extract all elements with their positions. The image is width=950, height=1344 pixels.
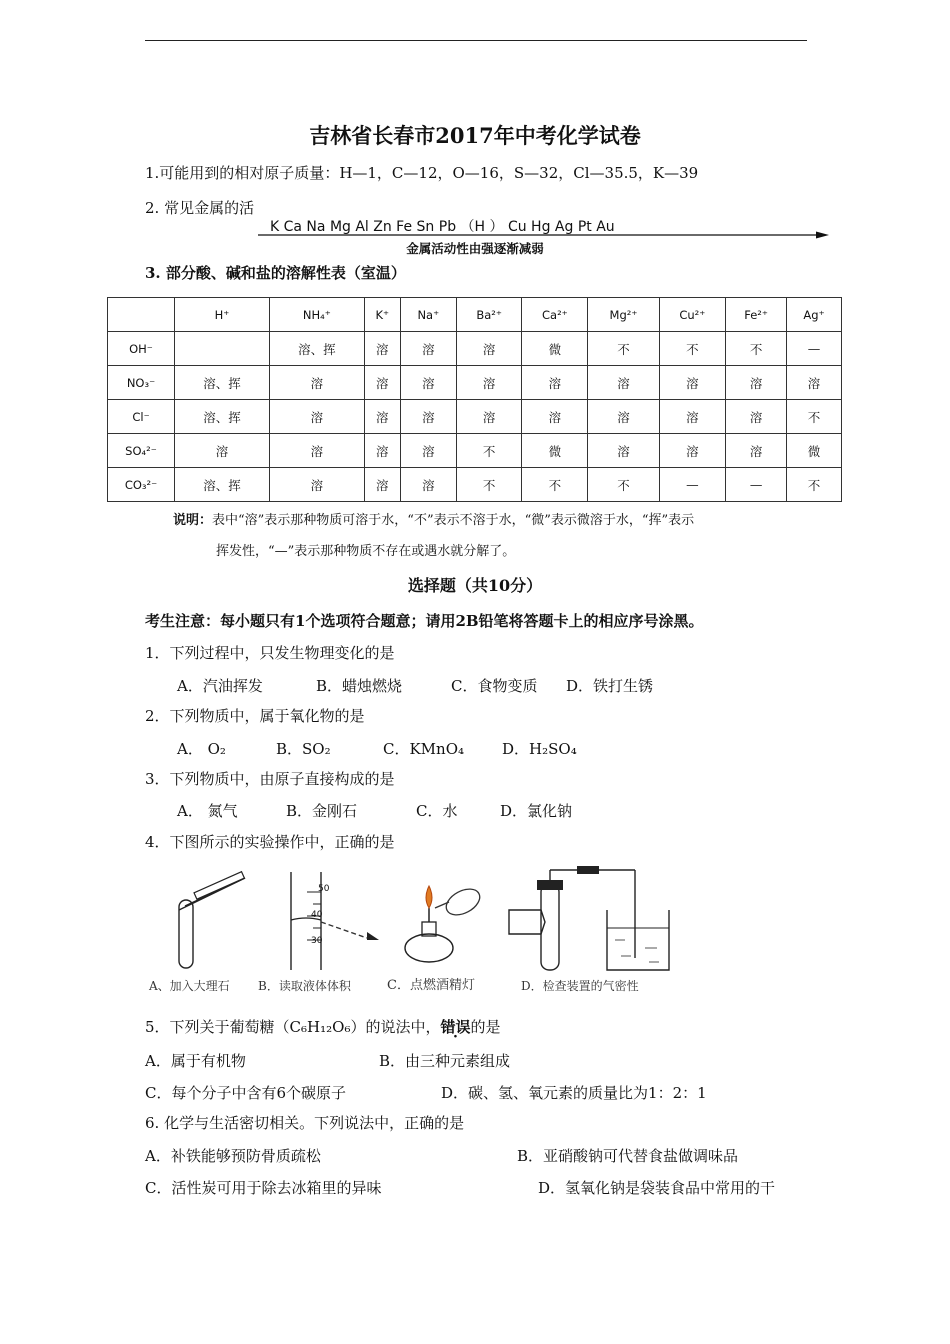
anion-header: SO₄²⁻ (108, 434, 175, 468)
intro-line-1: 1.可能用到的相对原子质量：H—1，C—12，O—16，S—32，Cl—35.5，K—39 (145, 164, 699, 182)
table-corner-cell (108, 298, 175, 332)
question-2-option-d: D．H₂SO₄ (502, 740, 577, 758)
table-cell: 不 (588, 468, 659, 502)
question-1-option-b: B．蜡烛燃烧 (316, 677, 403, 695)
table-cell: 溶、挥 (175, 468, 270, 502)
table-cell: 溶、挥 (175, 400, 270, 434)
question-6-option-b: B．亚硝酸钠可代替食盐做调味品 (517, 1147, 739, 1165)
table-cell: 不 (787, 400, 842, 434)
table-note (173, 511, 694, 531)
table-cell: — (787, 332, 842, 366)
table-cell: 溶 (522, 366, 588, 400)
experiment-figure (145, 862, 675, 994)
question-6-option-c: C．活性炭可用于除去冰箱里的异味 (145, 1179, 382, 1197)
anion-header: NO₃⁻ (108, 366, 175, 400)
table-cell: 溶 (269, 434, 364, 468)
question-2-stem: 2．下列物质中，属于氧化物的是 (145, 707, 365, 725)
cation-header: NH₄⁺ (269, 298, 364, 332)
table-cell: 溶 (726, 400, 787, 434)
table-cell: 不 (588, 332, 659, 366)
table-cell: 不 (659, 332, 726, 366)
table-row (108, 434, 842, 468)
question-1-stem: 1．下列过程中，只发生物理变化的是 (145, 644, 395, 662)
table-cell: 溶 (400, 468, 456, 502)
question-5-option-c: C．每个分子中含有6个碳原子 (145, 1084, 347, 1102)
table-cell: 不 (456, 468, 522, 502)
table-header-row (108, 298, 842, 332)
question-5-option-d: D．碳、氢、氧元素的质量比为1：2：1 (441, 1084, 707, 1102)
question-6-stem: 6. 化学与生活密切相关。下列说法中，正确的是 (145, 1114, 465, 1132)
table-row (108, 332, 842, 366)
question-3-option-b: B．金刚石 (286, 802, 358, 820)
scale-tick-40: 40 (311, 910, 323, 920)
cation-header: Ba²⁺ (456, 298, 522, 332)
table-cell: 溶 (400, 366, 456, 400)
question-5-option-b: B．由三种元素组成 (379, 1052, 511, 1070)
activity-arrow-icon (258, 231, 830, 239)
question-5-stem (145, 1017, 501, 1037)
table-row (108, 366, 842, 400)
solubility-table (107, 297, 842, 502)
question-3-option-d: D．氯化钠 (500, 802, 573, 820)
cation-header: Fe²⁺ (726, 298, 787, 332)
question-2-option-a: A． O₂ (177, 740, 226, 758)
section-title: 选择题（共10分） (407, 576, 543, 595)
question-1-option-a: A．汽油挥发 (177, 677, 263, 695)
cation-header: Cu²⁺ (659, 298, 726, 332)
table-note-line-1: 表中“溶”表示那种物质可溶于水，“不”表示不溶于水，“微”表示微溶于水，“挥”表示 (212, 513, 695, 528)
cation-header: Mg²⁺ (588, 298, 659, 332)
table-cell: 溶 (364, 468, 400, 502)
question-3-option-c: C．水 (416, 802, 458, 820)
table-cell: 溶 (588, 400, 659, 434)
table-cell: 溶 (522, 400, 588, 434)
metal-activity-series: K Ca Na Mg Al Zn Fe Sn Pb （H ） Cu Hg Ag Pt Au (270, 219, 615, 235)
table-cell: 不 (726, 332, 787, 366)
table-cell: 溶 (659, 434, 726, 468)
figure-caption-d: D．检查装置的气密性 (521, 979, 639, 993)
table-cell: 溶、挥 (269, 332, 364, 366)
table-cell: 溶 (269, 468, 364, 502)
table-cell: 溶 (400, 332, 456, 366)
table-cell: 溶 (364, 332, 400, 366)
table-cell: 溶 (456, 332, 522, 366)
table-cell: 溶 (726, 366, 787, 400)
cation-header: Na⁺ (400, 298, 456, 332)
figure-caption-b: B．读取液体体积 (258, 979, 351, 993)
table-cell: 溶 (269, 400, 364, 434)
anion-header: CO₃²⁻ (108, 468, 175, 502)
scale-tick-30: 30 (311, 936, 323, 946)
table-note-label: 说明： (173, 513, 213, 528)
cation-header: Ag⁺ (787, 298, 842, 332)
question-3-stem: 3．下列物质中，由原子直接构成的是 (145, 770, 395, 788)
scale-tick-50: 50 (318, 884, 330, 894)
question-5-emphasis: 错误 (440, 1018, 471, 1036)
table-cell (175, 332, 270, 366)
cation-header: K⁺ (364, 298, 400, 332)
table-cell: 溶 (588, 434, 659, 468)
anion-header: OH⁻ (108, 332, 175, 366)
page-title: 吉林省长春市2017年中考化学试卷 (309, 123, 641, 148)
question-2-option-c: C．KMnO₄ (383, 740, 465, 758)
table-cell: 溶 (400, 400, 456, 434)
question-4-stem: 4．下图所示的实验操作中，正确的是 (145, 833, 395, 851)
table-cell: 溶 (269, 366, 364, 400)
table-cell: 溶 (175, 434, 270, 468)
question-5-stem-post: 的是 (470, 1018, 501, 1036)
question-6-option-d: D．氢氧化钠是袋装食品中常用的干 (538, 1179, 776, 1197)
table-cell: 溶 (400, 434, 456, 468)
table-cell: 不 (522, 468, 588, 502)
cation-header: H⁺ (175, 298, 270, 332)
cation-header: Ca²⁺ (522, 298, 588, 332)
table-note-line-2: 挥发性，“—”表示那种物质不存在或遇水就分解了。 (216, 544, 516, 559)
table-cell: 溶 (588, 366, 659, 400)
metal-activity-note: 金属活动性由强逐渐减弱 (406, 241, 544, 256)
table-cell: 溶 (364, 434, 400, 468)
table-cell: 微 (787, 434, 842, 468)
table-cell: 不 (787, 468, 842, 502)
graduated-cylinder-icon (291, 872, 379, 970)
question-1-option-c: C．食物变质 (451, 677, 538, 695)
airtightness-setup-icon (509, 866, 669, 970)
alcohol-lamp-icon (405, 884, 484, 962)
table-cell: 溶 (364, 400, 400, 434)
table-cell: 溶 (456, 366, 522, 400)
exam-notice: 考生注意：每小题只有1个选项符合题意；请用2B铅笔将答题卡上的相应序号涂黑。 (145, 612, 704, 630)
figure-caption-a: A、加入大理石 (149, 979, 230, 993)
solubility-heading: 3. 部分酸、碱和盐的溶解性表（室温） (145, 264, 406, 282)
intro-line-2: 2. 常见金属的活 (145, 199, 255, 217)
table-row (108, 468, 842, 502)
table-cell: 溶 (456, 400, 522, 434)
table-cell: 微 (522, 434, 588, 468)
question-5-option-a: A．属于有机物 (145, 1052, 246, 1070)
header-rule (145, 40, 807, 41)
table-cell: 溶 (659, 400, 726, 434)
table-row (108, 400, 842, 434)
table-cell: 微 (522, 332, 588, 366)
table-cell: — (726, 468, 787, 502)
table-cell: 溶 (364, 366, 400, 400)
table-cell: 溶 (659, 366, 726, 400)
figure-caption-c: C．点燃酒精灯 (387, 978, 475, 993)
table-cell: 溶 (787, 366, 842, 400)
table-cell: 溶、挥 (175, 366, 270, 400)
table-cell: 不 (456, 434, 522, 468)
question-6-option-a: A．补铁能够预防骨质疏松 (145, 1147, 321, 1165)
question-1-option-d: D．铁打生锈 (566, 677, 654, 695)
test-tube-icon (179, 872, 245, 968)
question-5-stem-pre: 5．下列关于葡萄糖（C₆H₁₂O₆）的说法中， (145, 1018, 441, 1036)
question-3-option-a: A． 氮气 (177, 802, 238, 820)
table-cell: 溶 (726, 434, 787, 468)
table-cell: — (659, 468, 726, 502)
experiment-drawings (145, 862, 675, 972)
question-2-option-b: B．SO₂ (276, 740, 331, 758)
anion-header: Cl⁻ (108, 400, 175, 434)
